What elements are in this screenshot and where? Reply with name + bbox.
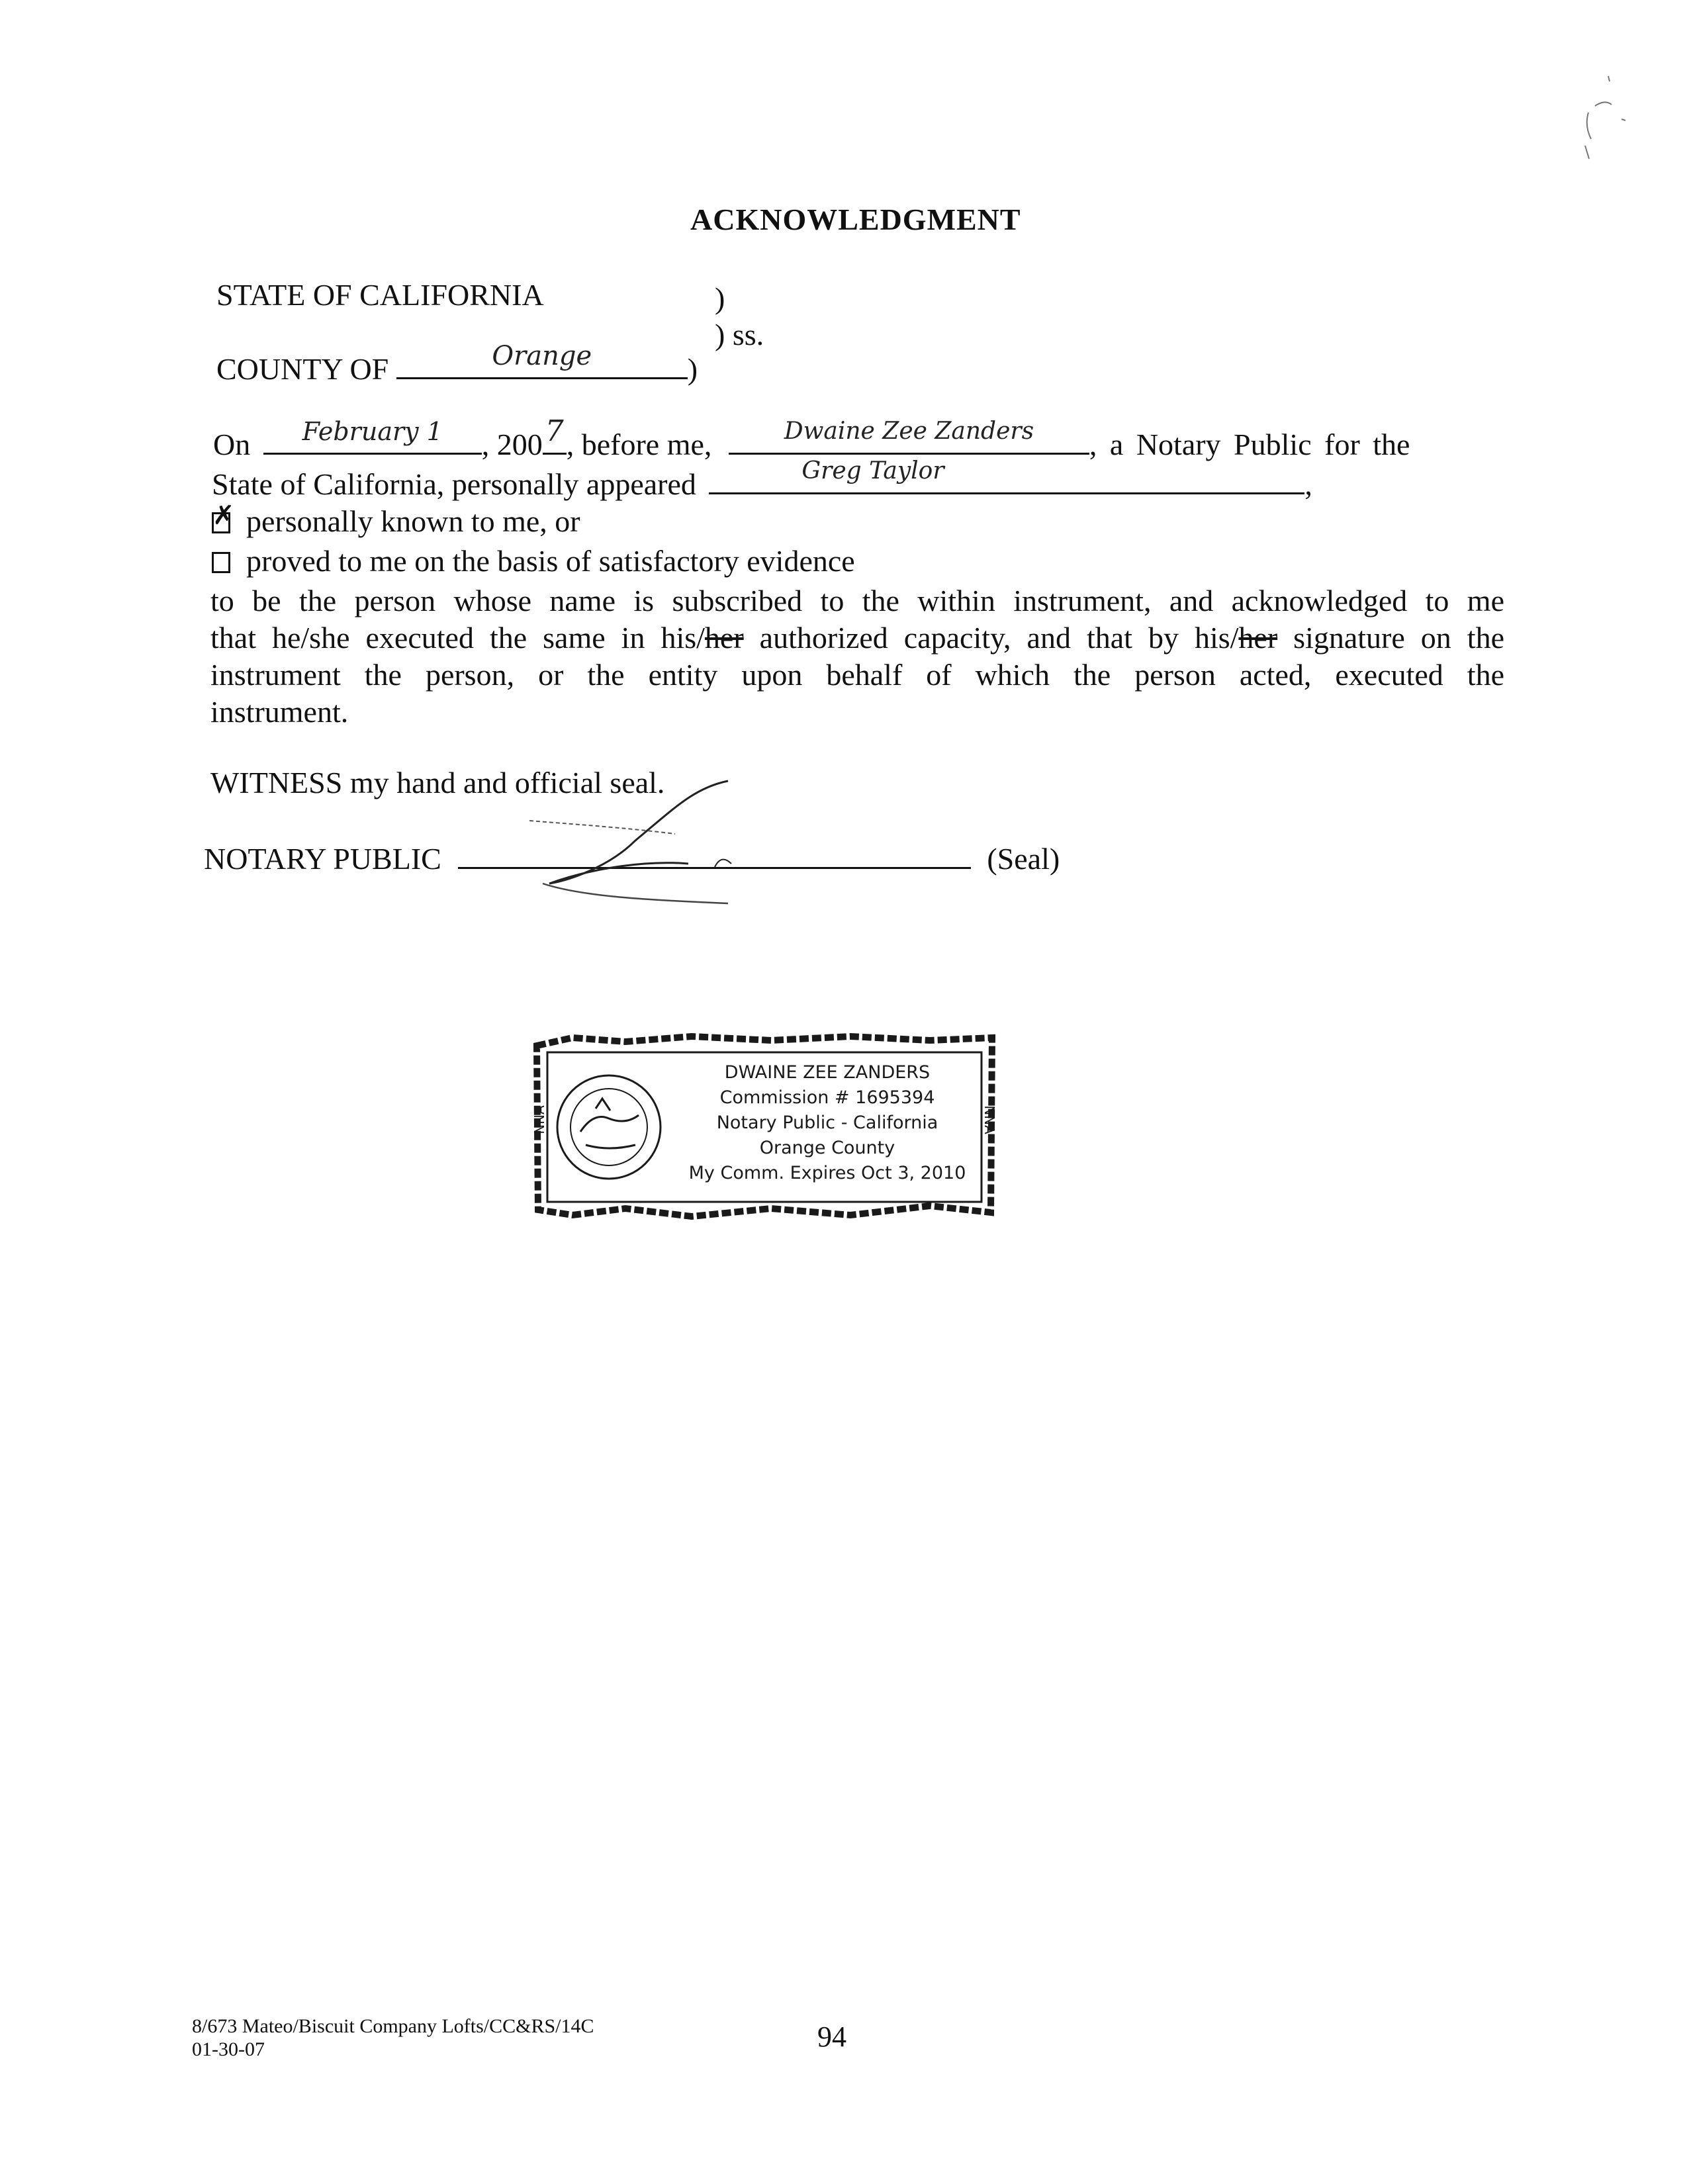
appeared-label: State of California, personally appeared xyxy=(212,467,696,501)
proved-checkbox[interactable] xyxy=(212,552,230,573)
known-label: personally known to me, or xyxy=(246,504,580,538)
on-label: On xyxy=(213,428,251,461)
notary-public-label: NOTARY PUBLIC xyxy=(204,842,441,876)
stamp-county: Orange County xyxy=(759,1138,895,1158)
county-value: Orange xyxy=(492,341,592,371)
stamp-text-block xyxy=(675,1060,980,1186)
proved-label: proved to me on the basis of satisfactory evidence xyxy=(246,544,855,578)
appeared-person-field xyxy=(709,457,1304,494)
date-field xyxy=(263,417,482,455)
state-label: STATE OF CALIFORNIA xyxy=(216,278,544,312)
appeared-line xyxy=(212,457,1312,503)
appeared-person-value: Greg Taylor xyxy=(801,457,944,484)
paragraph-line-1: to be the person whose name is subscribed to the within instrument, and acknowledged to me xyxy=(210,584,1504,617)
stamp-commission: Commission # 1695394 xyxy=(719,1087,935,1108)
year-digit: 7 xyxy=(545,414,564,448)
paragraph-line-4: instrument. xyxy=(210,695,349,729)
known-option xyxy=(212,500,580,540)
page-number: 94 xyxy=(817,2021,846,2053)
check-mark-icon: ✗ xyxy=(212,500,235,530)
stamp-title: Notary Public - California xyxy=(716,1113,938,1133)
stamp-side-text-left: NNA xyxy=(531,1105,547,1134)
seal-label: (Seal) xyxy=(987,842,1060,876)
year-field xyxy=(543,414,567,455)
stamp-side-text-right: NNA xyxy=(981,1105,998,1134)
county-line xyxy=(216,341,698,388)
notary-stamp xyxy=(533,1032,996,1221)
appeared-comma: , xyxy=(1304,467,1312,501)
acknowledgment-paragraph xyxy=(210,582,1504,731)
county-label: COUNTY OF xyxy=(216,352,389,386)
footer-reference: 8/673 Mateo/Biscuit Company Lofts/CC&RS/14C xyxy=(192,2015,594,2037)
stamp-expires: My Comm. Expires Oct 3, 2010 xyxy=(688,1163,966,1183)
notary-signature xyxy=(477,768,847,920)
paragraph-line-2: that he/she executed the same in his/her authorized capacity, and that by his/her signature on the xyxy=(210,621,1504,655)
year-prefix: , 200 xyxy=(481,428,543,461)
paragraph-line-3: instrument the person, or the entity upon behalf of which the person acted, executed the xyxy=(210,658,1504,692)
date-value: February 1 xyxy=(302,417,443,446)
notary-name-field xyxy=(729,418,1089,455)
county-field xyxy=(396,341,688,379)
stamp-notary-name: DWAINE ZEE ZANDERS xyxy=(724,1062,931,1083)
venue-paren: ) xyxy=(715,281,725,315)
before-me-label: , before me, xyxy=(566,428,712,461)
proved-option xyxy=(212,543,855,580)
county-close: ) xyxy=(687,352,698,386)
document-title: ACKNOWLEDGMENT xyxy=(690,203,1021,236)
ss-label: ) ss. xyxy=(715,318,764,351)
notary-public-for-label: , a Notary Public for the xyxy=(1089,428,1410,461)
scan-marks xyxy=(1509,66,1641,185)
known-checkbox[interactable] xyxy=(212,500,235,533)
witness-statement: WITNESS my hand and official seal. xyxy=(210,766,665,799)
notary-name-value: Dwaine Zee Zanders xyxy=(784,418,1034,445)
footer-date: 01-30-07 xyxy=(192,2038,265,2060)
